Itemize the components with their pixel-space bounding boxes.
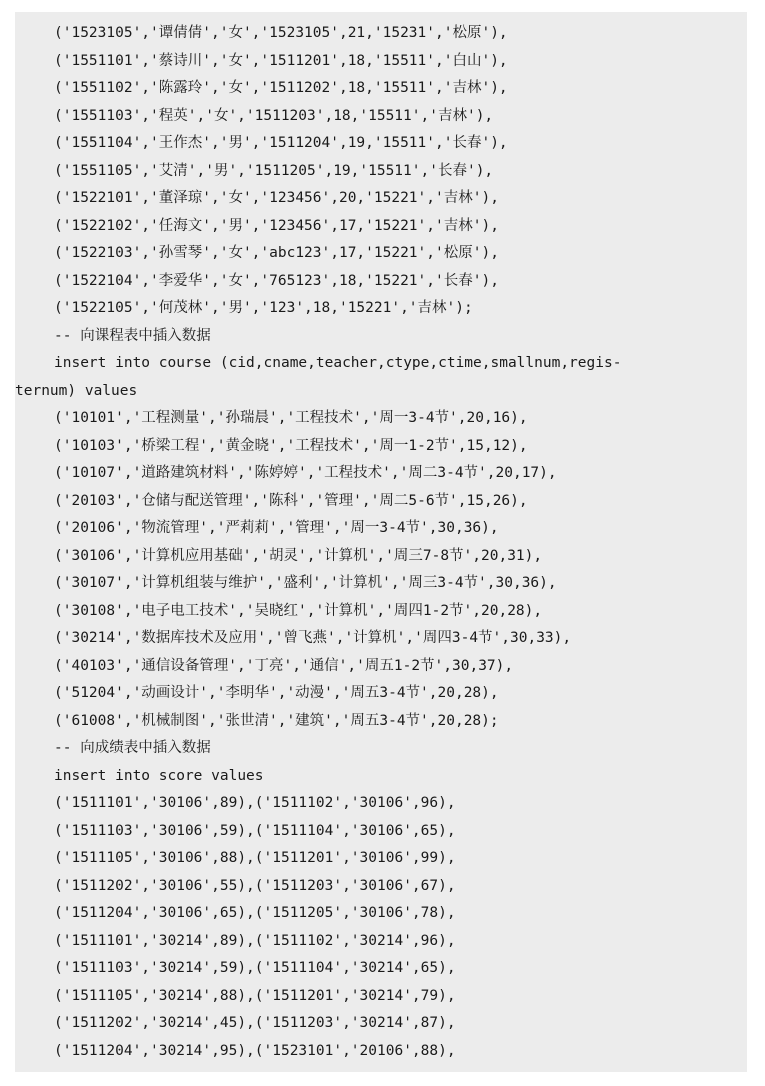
- code-line: insert into score values: [54, 767, 264, 784]
- code-line: -- 向成绩表中插入数据: [54, 740, 211, 756]
- code-line: ('1511103','30214',59),('1511104','30214',65),: [54, 960, 456, 976]
- code-line: ('40103','通信设备管理','丁亮','通信','周五1-2节',30,37),: [54, 657, 514, 674]
- code-line: insert into course (cid,cname,teacher,ctype,ctime,smallnum,regis-: [54, 355, 622, 371]
- code-line: ('30107','计算机组装与维护','盛利','计算机','周三3-4节',30,36),: [54, 575, 557, 591]
- code-line: ('1511105','30214',88),('1511201','30214',79),: [54, 987, 456, 1004]
- code-line: ('61008','机械制图','张世清','建筑','周五3-4节',20,28);: [54, 712, 499, 729]
- code-line: ('1551104','王作杰','男','1511204',19,'15511','长春'),: [54, 135, 508, 151]
- code-line: ('1522102','任海文','男','123456',17,'15221','吉林'),: [54, 217, 499, 234]
- code-line: ('1511105','30106',88),('1511201','30106',99),: [54, 850, 456, 866]
- code-line: ('1511103','30106',59),('1511104','30106',65),: [54, 822, 456, 839]
- code-listing-panel: [15, 12, 747, 1072]
- code-line: ('1511101','30214',89),('1511102','30214',96),: [54, 932, 456, 949]
- code-line: ('1523105','谭倩倩','女','1523105',21,'15231','松原'),: [54, 25, 508, 41]
- code-line: ('1511204','30106',65),('1511205','30106',78),: [54, 905, 456, 921]
- code-line: ('1522104','李爱华','女','765123',18,'15221','长春'),: [54, 272, 499, 289]
- code-line: ('1511204','30214',95),('1523101','20106',88),: [54, 1042, 456, 1059]
- code-line: ('1551102','陈露玲','女','1511202',18,'15511','吉林'),: [54, 80, 508, 96]
- code-line: ('10103','桥梁工程','黄金晓','工程技术','周一1-2节',15,12),: [54, 437, 528, 454]
- code-line: ('20103','仓储与配送管理','陈科','管理','周二5-6节',15,26),: [54, 492, 528, 509]
- code-line: ('1551105','艾清','男','1511205',19,'15511','长春'),: [54, 162, 494, 179]
- sql-code-block: [15, 20, 747, 1065]
- code-line: ('30108','电子电工技术','吴晓红','计算机','周四1-2节',20,28),: [54, 602, 543, 619]
- code-line: ('20106','物流管理','严莉莉','管理','周一3-4节',30,36),: [54, 520, 499, 536]
- code-line: ('1511202','30214',45),('1511203','30214',87),: [54, 1015, 456, 1031]
- code-line: ternum) values: [15, 382, 138, 399]
- code-line: ('1511101','30106',89),('1511102','30106',96),: [54, 795, 456, 811]
- code-line: ('1551103','程英','女','1511203',18,'15511','吉林'),: [54, 107, 494, 124]
- code-line: ('51204','动画设计','李明华','动漫','周五3-4节',20,28),: [54, 685, 499, 701]
- code-line: ('10101','工程测量','孙瑞晨','工程技术','周一3-4节',20,16),: [54, 410, 528, 426]
- code-line: ('30106','计算机应用基础','胡灵','计算机','周三7-8节',20,31),: [54, 547, 543, 564]
- code-line: ('10107','道路建筑材料','陈婷婷','工程技术','周二3-4节',20,17),: [54, 465, 557, 481]
- code-line: ('30214','数据库技术及应用','曾飞燕','计算机','周四3-4节',30,33),: [54, 630, 572, 646]
- code-line: ('1551101','蔡诗川','女','1511201',18,'15511','白山'),: [54, 52, 508, 69]
- code-line: ('1522101','董泽琼','女','123456',20,'15221','吉林'),: [54, 190, 499, 206]
- code-line: -- 向课程表中插入数据: [54, 327, 211, 344]
- code-line: ('1522103','孙雪琴','女','abc123',17,'15221','松原'),: [54, 245, 499, 261]
- code-line: ('1522105','何茂林','男','123',18,'15221','吉林');: [54, 300, 473, 316]
- code-line: ('1511202','30106',55),('1511203','30106',67),: [54, 877, 456, 894]
